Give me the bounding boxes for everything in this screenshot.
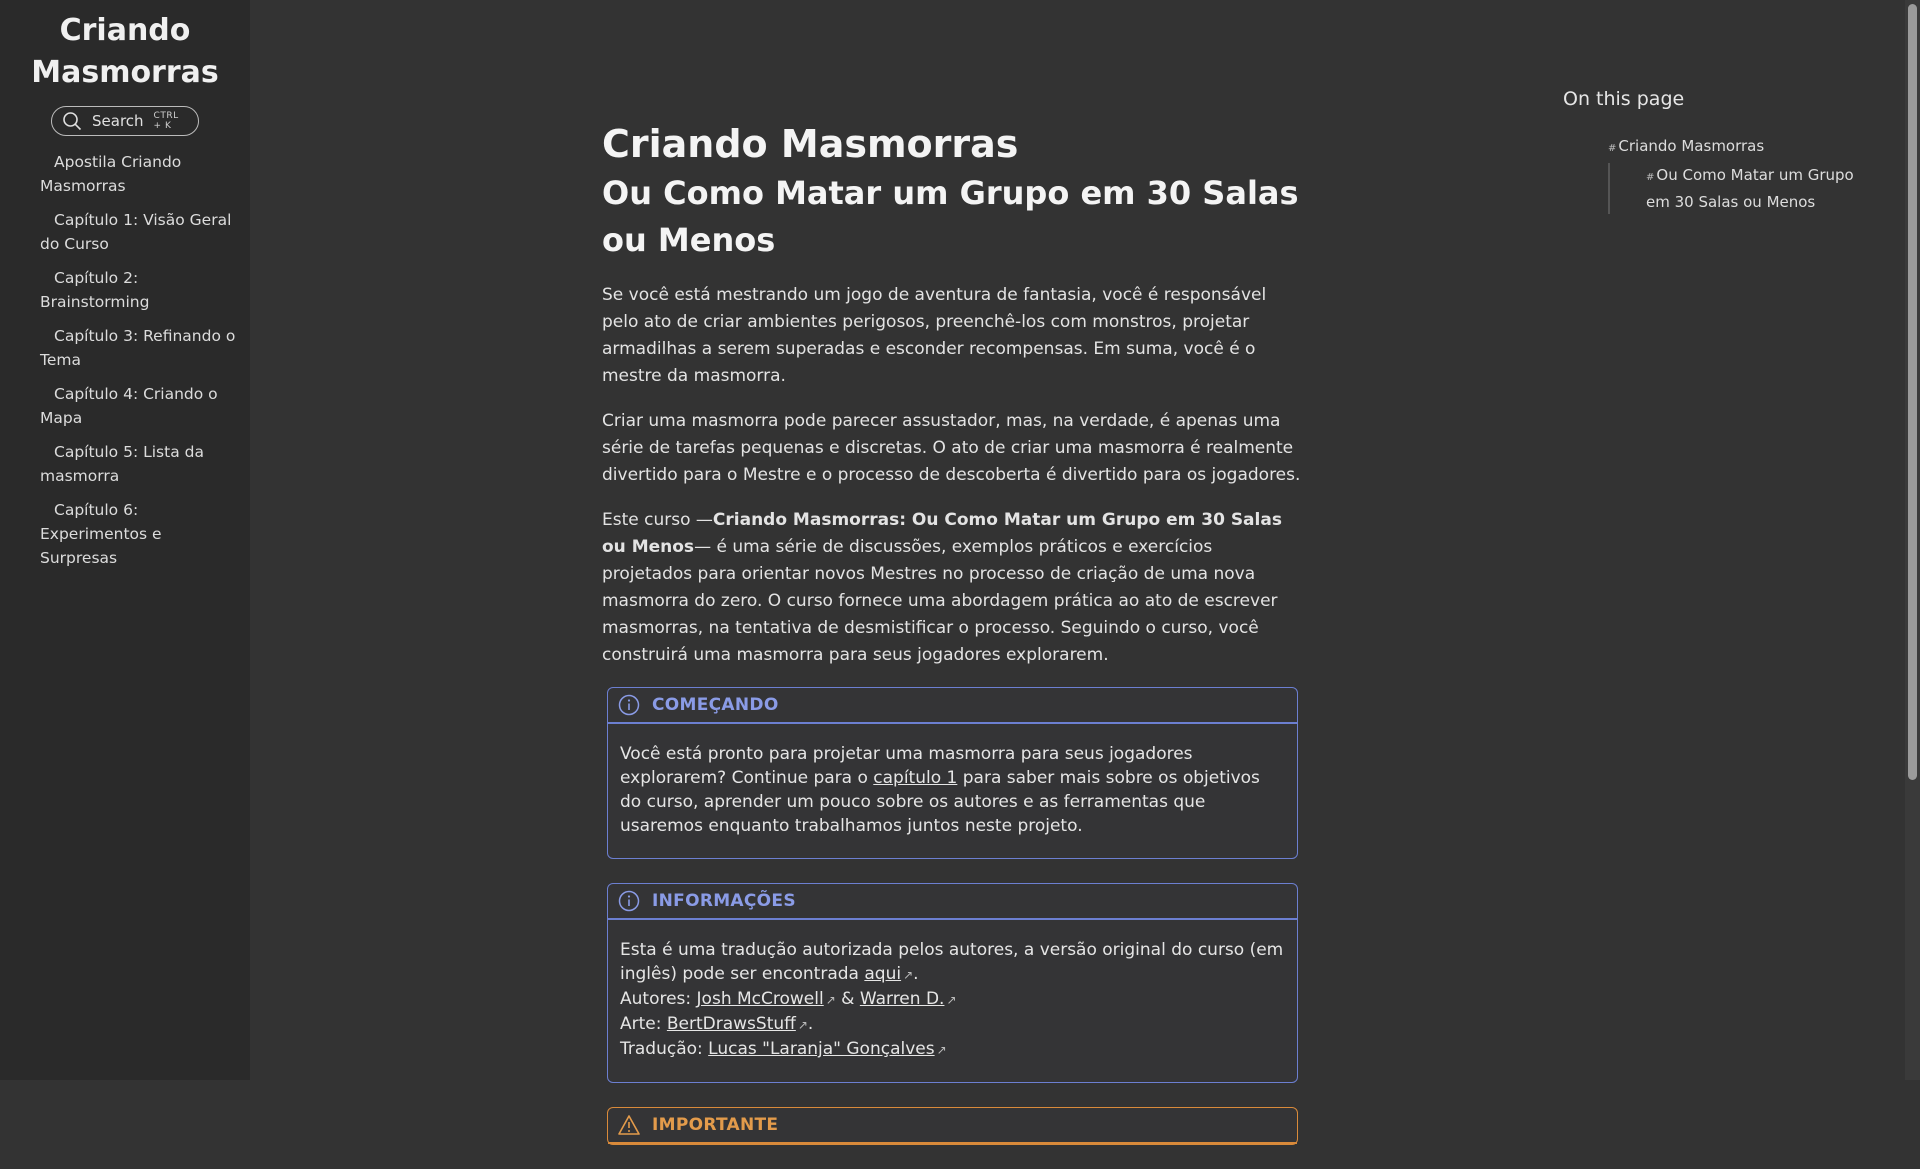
warning-icon xyxy=(618,1114,640,1136)
authors-label: Autores: xyxy=(620,989,697,1009)
info-line-post: . xyxy=(913,964,919,984)
art-post: . xyxy=(807,1014,814,1034)
toc-item-label: Criando Masmorras xyxy=(1618,137,1765,155)
scrollbar-thumb[interactable] xyxy=(1908,4,1917,780)
callout-title: COMEÇANDO xyxy=(652,695,779,715)
callout-header xyxy=(608,688,1297,724)
para3-pre: Este curso — xyxy=(602,510,713,530)
artist-link[interactable]: BertDrawsStuff xyxy=(666,1014,796,1034)
scrollbar[interactable] xyxy=(1905,0,1920,1080)
intro-paragraph-2: Criar uma masmorra pode parecer assustador, mas, na verdade, é apenas uma série de tarefas pequenas e discretas. O ato de criar uma masmorra é realmente divertido para o Mestre e o processo de descoberta é divertido para os jogadores. xyxy=(602,411,1301,485)
sidebar-item-capitulo-3[interactable]: Capítulo 3: Refinando o Tema xyxy=(40,327,236,369)
info-line-original xyxy=(620,938,1285,987)
sidebar-item-capitulo-4[interactable]: Capítulo 4: Criando o Mapa xyxy=(40,385,218,427)
search-button[interactable] xyxy=(51,106,199,136)
callout-comecando xyxy=(607,687,1298,859)
info-icon xyxy=(618,890,640,912)
intro-paragraph-3 xyxy=(602,507,1302,669)
search-icon xyxy=(62,111,82,131)
toc-item-subtitle[interactable] xyxy=(1646,163,1863,214)
callout-title: INFORMAÇÕES xyxy=(652,891,796,911)
hash-icon: # xyxy=(1608,143,1617,154)
main-content xyxy=(602,120,1302,1169)
toc-item-label: Ou Como Matar um Grupo em 30 Salas ou Menos xyxy=(1646,166,1854,211)
sidebar-item-capitulo-6[interactable]: Capítulo 6: Experimentos e Surpresas xyxy=(40,501,162,567)
authors-separator: & xyxy=(835,989,860,1009)
callout-importante xyxy=(607,1107,1298,1145)
sidebar xyxy=(0,0,250,1080)
info-line-text: Esta é uma tradução autorizada pelos autores, a versão original do curso (em inglês) pode ser encontrada xyxy=(620,940,1284,984)
info-icon xyxy=(618,694,640,716)
callout-title: IMPORTANTE xyxy=(652,1115,779,1135)
para3-post: — é uma série de discussões, exemplos práticos e exercícios projetados para orientar novos Mestres no processo de criação de uma nova masmorra do zero. O curso fornece uma abordagem prática ao ato de escrever masmorras, na tentativa de desmistificar o processo. Seguindo o curso, você construirá uma masmorra para seus jogadores explorarem. xyxy=(602,537,1278,665)
sidebar-nav xyxy=(0,150,250,570)
toc-item-criando-masmorras[interactable] xyxy=(1608,134,1863,161)
search-label: Search xyxy=(92,112,144,130)
original-course-link[interactable]: aqui xyxy=(864,964,902,984)
external-link-icon: ↗ xyxy=(946,993,957,1007)
hash-icon: # xyxy=(1646,172,1655,183)
page-title: Criando Masmorras xyxy=(602,122,1019,166)
callout-body xyxy=(608,724,1297,858)
course-name: Criando Masmorras: Ou Como Matar um Grupo em 30 Salas ou Menos xyxy=(602,510,1282,557)
external-link-icon: ↗ xyxy=(936,1043,947,1057)
page-subtitle: Ou Como Matar um Grupo em 30 Salas ou Menos xyxy=(602,174,1299,259)
chapter-1-link[interactable]: capítulo 1 xyxy=(873,768,958,788)
toc-heading: On this page xyxy=(1563,88,1685,110)
external-link-icon: ↗ xyxy=(825,993,836,1007)
sidebar-item-capitulo-2[interactable]: Capítulo 2: Brainstorming xyxy=(40,269,150,311)
sidebar-item-capitulo-1[interactable]: Capítulo 1: Visão Geral do Curso xyxy=(40,211,232,253)
intro-paragraph-1: Se você está mestrando um jogo de aventura de fantasia, você é responsável pelo ato de criar ambientes perigosos, preenchê-los com monstros, projetar armadilhas a serem superadas e esconder recompensas. Em suma, você é o mestre da masmorra. xyxy=(602,285,1267,386)
art-label: Arte: xyxy=(620,1014,667,1034)
callout-header xyxy=(608,884,1297,920)
external-link-icon: ↗ xyxy=(797,1018,808,1032)
author-link-warren[interactable]: Warren D. xyxy=(859,989,945,1009)
info-line-translation xyxy=(620,1037,1285,1062)
info-line-authors xyxy=(620,987,1285,1012)
toc-sublist xyxy=(1608,163,1863,214)
callout-body xyxy=(608,920,1297,1082)
table-of-contents xyxy=(1563,88,1863,214)
sidebar-item-apostila[interactable]: Apostila Criando Masmorras xyxy=(40,153,182,195)
sidebar-item-capitulo-5[interactable]: Capítulo 5: Lista da masmorra xyxy=(40,443,204,485)
author-link-josh[interactable]: Josh McCrowell xyxy=(696,989,824,1009)
translation-label: Tradução: xyxy=(620,1039,709,1059)
callout-informacoes xyxy=(607,883,1298,1083)
external-link-icon: ↗ xyxy=(903,968,914,982)
callout1-text-post: para saber mais sobre os objetivos do curso, aprender um pouco sobre os autores e as ferramentas que usaremos enquanto trabalhamos juntos neste projeto. xyxy=(620,768,1260,836)
site-title[interactable]: Criando Masmorras xyxy=(31,13,219,90)
info-line-art xyxy=(620,1012,1285,1037)
search-shortcut: CTRL + K xyxy=(153,111,179,131)
callout1-text-pre: Você está pronto para projetar uma masmorra para seus jogadores explorarem? Continue para o xyxy=(620,744,1193,788)
callout-header xyxy=(608,1108,1297,1144)
translator-link[interactable]: Lucas "Laranja" Gonçalves xyxy=(708,1039,935,1059)
